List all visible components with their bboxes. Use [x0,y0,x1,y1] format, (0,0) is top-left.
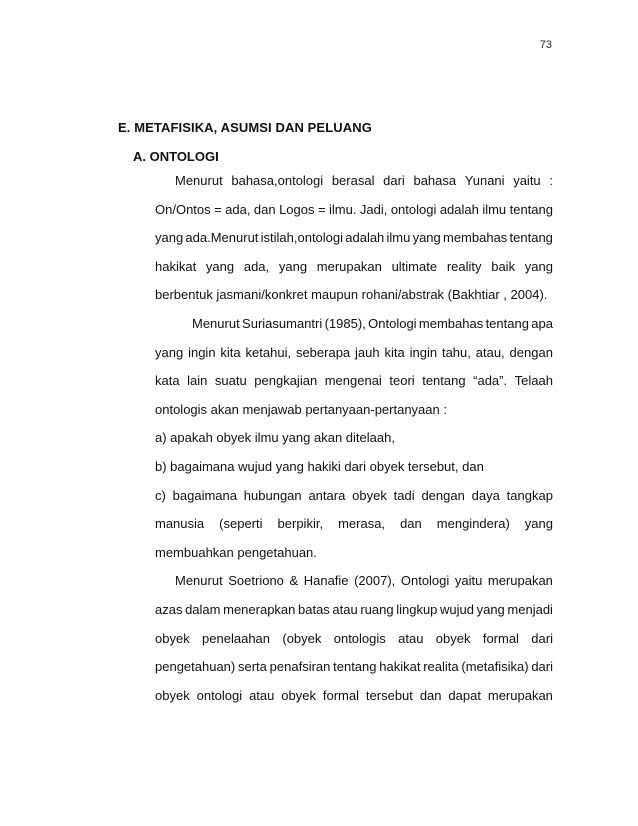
text-line: membuahkan pengetahuan. [155,544,317,560]
body-text [155,167,553,710]
text-line: Menurut bahasa,ontologi berasal dari bahasa Yunani yaitu : [175,173,553,188]
section-heading: E. METAFISIKA, ASUMSI DAN PELUANG [118,120,372,135]
text-line: berbentuk jasmani/konkret maupun rohani/abstrak (Bakhtiar , 2004). [155,287,548,303]
text-line: Menurut Soetriono & Hanafie (2007), Ontologi yaitu merupakan [175,573,553,589]
text-line: kata lain suatu pengkajian mengenai teori tentang “ada”. Telaah [155,373,553,389]
text-line: b) bagaimana wujud yang hakiki dari obyek tersebut, dan [155,458,484,474]
text-line: On/Ontos = ada, dan Logos = ilmu. Jadi, ontologi adalah ilmu tentang [155,201,553,217]
text-line: hakikat yang ada, yang merupakan ultimate reality baik yang [155,258,553,274]
text-line: obyek ontologi atau obyek formal tersebut dan dapat merupakan [155,687,553,703]
text-line: yang ada.Menurut istilah,ontologi adalah ilmu yang membahas tentang [155,230,553,246]
text-line: manusia (seperti berpikir, merasa, dan mengindera) yang [155,516,553,532]
text-line: ontologis akan menjawab pertanyaan-pertanyaan : [155,401,447,417]
sub-heading: A. ONTOLOGI [133,149,219,164]
text-line: azas dalam menerapkan batas atau ruang lingkup wujud yang menjadi [155,601,553,617]
text-line: Menurut Suriasumantri (1985), Ontologi membahas tentang apa [192,315,553,331]
page-number: 73 [539,39,552,51]
text-line: pengetahuan) serta penafsiran tentang hakikat realita (metafisika) dari [155,659,553,675]
text-line: a) apakah obyek ilmu yang akan ditelaah, [155,430,395,446]
text-line: yang ingin kita ketahui, seberapa jauh kita ingin tahu, atau, dengan [155,344,553,360]
text-line: c) bagaimana hubungan antara obyek tadi dengan daya tangkap [155,487,553,503]
text-line: obyek penelaahan (obyek ontologis atau obyek formal dari [155,630,553,646]
